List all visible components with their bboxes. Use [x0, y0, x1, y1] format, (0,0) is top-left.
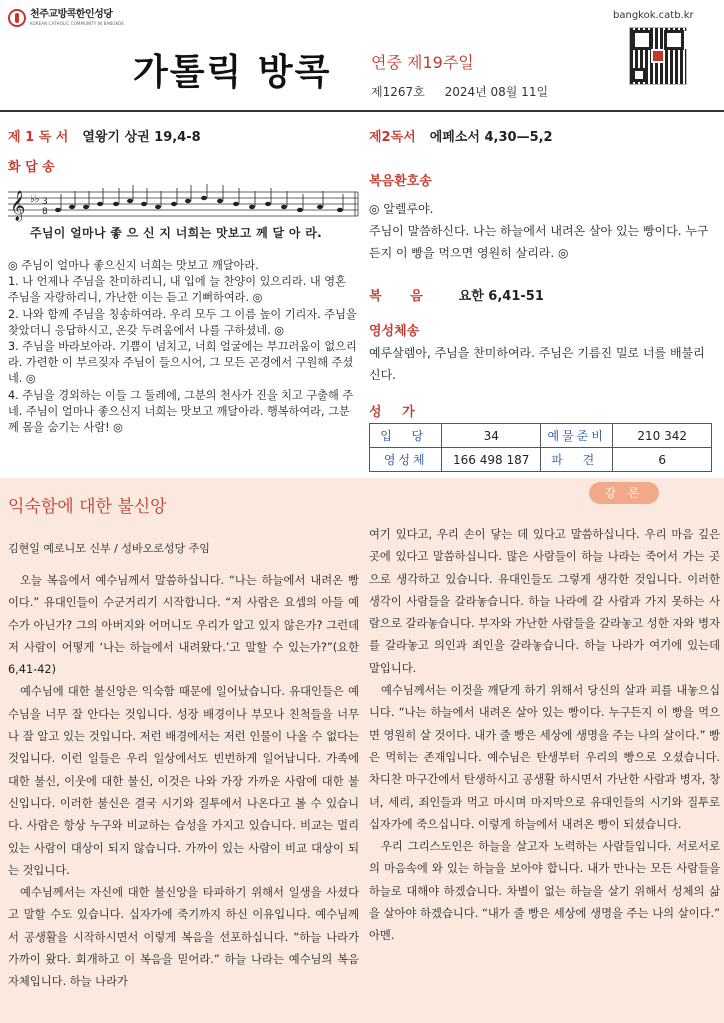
table-row	[370, 448, 712, 472]
psalm-verse: 3. 주님을 바라보아라. 기쁨이 넘치고, 너희 얼굴에는 부끄러움이 없으리라. 가련한 이 부르짖자 주님이 들으시어, 그 모든 곤경에서 구원해 주셨네. ◎	[8, 340, 357, 386]
header-divider	[0, 110, 724, 112]
cross-logo-icon	[8, 9, 26, 27]
second-reading-ref: 에페소서 4,30—5,2	[429, 130, 553, 145]
homily-paragraph: 여기 있다고, 우리 손이 닿는 데 있다고 말씀하십니다. 우리 마음 깊은 곳에 있다고 말씀하십니다. 많은 사람들이 하늘 나라는 죽어서 가는 곳으로 생각하고 있습니다. 유대인들도 그렇게 생각한 것입니다. 이러한 생각이 사람들을 갈라놓습니다. 하늘 나라에 갈 사람과 가지 못하는 사람으로 갈라놓습니다. 부자와 가난한 사람들을 갈라놓고 성한 자와 병자를 갈라놓고 의인과 죄인을 갈라놓습니다. 하늘 나라가 여기에 있는데 말입니다.	[369, 528, 720, 675]
hymn-key: 입 당	[370, 424, 442, 448]
table-row	[370, 424, 712, 448]
hymn-value: 210 342	[613, 424, 712, 448]
hymn-key: 영성체	[370, 448, 442, 472]
liturgical-week: 연중 제19주일	[371, 53, 474, 72]
svg-text:3: 3	[42, 197, 48, 207]
alleluia-line: 주님이 말씀하신다. 나는 하늘에서 내려온 살아 있는 빵이다. 누구든지 이 빵을 먹으면 영원히 살리라. ◎	[369, 224, 709, 260]
hymn-table	[369, 423, 712, 472]
homily-title: 익숙함에 대한 불신앙	[8, 497, 167, 517]
svg-text:♭♭: ♭♭	[30, 194, 40, 205]
communion-text: 예루살렘아, 주님을 찬미하여라. 주님은 기름진 밀로 너를 배불리신다.	[369, 346, 705, 382]
hymn-label: 성 가	[369, 405, 423, 420]
svg-text:8: 8	[42, 207, 48, 217]
homily-tag: 강 론	[589, 482, 659, 504]
psalm-text	[8, 258, 358, 436]
site-url: bangkok.catb.kr	[613, 10, 694, 21]
second-reading	[369, 126, 553, 145]
psalm-verse: 1. 나 언제나 주님을 찬미하리니, 내 입에 늘 찬양이 있으리라. 내 영혼 주님을 자랑하리니, 가난한 이는 듣고 기뻐하여라. ◎	[8, 275, 346, 305]
homily-right-column	[369, 524, 720, 948]
alleluia-text	[369, 198, 714, 264]
issue-number: 제1267호	[371, 85, 425, 99]
first-reading-label: 제 1 독 서	[8, 130, 69, 145]
hymn-key: 파 견	[540, 448, 612, 472]
psalm-label: 화 답 송	[8, 160, 55, 175]
svg-text:𝄞: 𝄞	[10, 191, 26, 221]
hymn-key: 예물준비	[540, 424, 612, 448]
hymn-value: 6	[613, 448, 712, 472]
issue-date: 2024년 08월 11일	[444, 85, 549, 99]
alleluia-label: 복음환호송	[369, 174, 432, 189]
gospel-ref: 요한 6,41-51	[458, 289, 544, 304]
qr-code-icon	[629, 27, 687, 85]
gospel-label: 복 음	[369, 289, 435, 304]
first-reading-ref: 열왕기 상권 19,4-8	[82, 130, 201, 145]
bulletin-title: 가톨릭 방콕	[133, 52, 332, 93]
second-reading-label: 제2독서	[369, 130, 416, 145]
homily-paragraph: 예수님께서는 자신에 대한 불신앙을 타파하기 위해서 일생을 사셨다고 말할 수도 있습니다. 십자가에 죽기까지 하신 이유입니다. 예수님께서 공생활을 시작하시면서 이렇게 복음을 선포하십니다. “하늘 나라가 가까이 왔다. 회개하고 이 복음을 믿어라.” 하늘 나라는 예수님의 복음 자체입니다. 하늘 나라가	[8, 886, 359, 989]
homily-paragraph: 우리 그리스도인은 하늘을 살고자 노력하는 사람들입니다. 서로서로의 마음속에 와 있는 하늘을 보아야 합니다. 내가 만나는 모든 사람들을 하늘로 대해야 하겠습니다. 차별이 없는 하늘을 살기 위해서 성체의 삶을 살아야 하겠습니다. “내가 줄 빵은 세상에 생명을 주는 나의 살이다.” 아멘.	[369, 840, 720, 943]
communion-label: 영성체송	[369, 324, 420, 339]
music-staff	[8, 184, 360, 224]
psalm-refrain-lyric: 주님이 얼마나 좋 으 신 지 너희는 맛보고 께 달 아 라.	[30, 226, 322, 240]
homily-paragraph: 예수님에 대한 불신앙은 익숙함 때문에 일어났습니다. 유대인들은 예수님을 너무 잘 안다는 것입니다. 성장 배경이나 부모나 친척들을 너무나 잘 알고 있는 것입니다. 저런 배경에서는 저런 인물이 나올 수 없다는 것입니다. 이런 일들은 우리 일상에서도 빈번하게 일어납니다. 가족에 대한 불신, 이웃에 대한 불신, 이것은 나와 가장 가까운 사람에 대한 불신입니다. 이러한 불신은 결국 시기와 질투에서 나온다고 볼 수 있습니다. 사람은 항상 누구와 비교하는 습성을 가지고 있습니다. 비교는 멀리 있는 사람이 대상이 되지 않습니다. 가까이 있는 사람이 비교 대상이 되는 것입니다.	[8, 685, 359, 877]
hymn-value: 166 498 187	[442, 448, 541, 472]
hymn-value: 34	[442, 424, 541, 448]
psalm-refrain: ◎ 주님이 얼마나 좋으신지 너희는 맛보고 깨달아라.	[8, 259, 259, 272]
issue-info	[371, 83, 564, 100]
logo-korean-name: 천주교방콕한인성당	[30, 9, 113, 20]
logo-english-name: KOREAN CATHOLIC COMMUNITY IN BANGKOK	[30, 21, 125, 26]
psalm-verse: 4. 주님을 경외하는 이들 그 둘레에, 그분의 천사가 진을 치고 구출해 주네. 주님이 얼마나 좋으신지 너희는 맛보고 깨달아라. 행복하여라, 그분께 몸을 숨기는 사람! ◎	[8, 388, 354, 435]
alleluia-line: ◎ 알렐루야.	[369, 202, 434, 216]
homily-paragraph: 오늘 복음에서 예수님께서 말씀하십니다. “나는 하늘에서 내려온 빵이다.” 유대인들이 수군거리기 시작합니다. “저 사람은 요셉의 아들 예수가 아닌가? 그의 아버지와 어머니도 우리가 알고 있지 않은가? 그런데 저 사람이 어떻게 ‘나는 하늘에서 내려왔다.’고 말할 수 있는가?”(요한 6,41-42)	[8, 574, 359, 677]
homily-paragraph: 예수님께서는 이것을 깨닫게 하기 위해서 당신의 살과 피를 내놓으십니다. “나는 하늘에서 내려온 살아 있는 빵이다. 누구든지 이 빵을 먹으면 영원히 살 것이다. 내가 줄 빵은 세상에 생명을 주는 나의 살이다.” 빵은 먹히는 존재입니다. 예수님은 탄생부터 우리의 빵으로 오셨습니다. 차디찬 마구간에서 탄생하시고 공생활 하시면서 가난한 사람과 병자, 창녀, 세리, 죄인들과 먹고 마시며 마지막으로 유대인들의 시기와 질투로 십자가에 죽으십니다. 이렇게 하늘에서 내려온 빵이 되셨습니다.	[369, 684, 720, 831]
gospel	[369, 285, 544, 304]
homily-author: 김현일 예로니모 신부 / 성바오로성당 주임	[8, 542, 210, 555]
homily-left-column	[8, 570, 359, 994]
psalm-verse: 2. 나와 함께 주님을 칭송하여라. 우리 모두 그 이름 높이 기리자. 주님을 찾았더니 응답하시고, 온갖 두려움에서 나를 구하셨네. ◎	[8, 307, 357, 337]
first-reading	[8, 126, 201, 145]
parish-logo	[8, 6, 148, 30]
